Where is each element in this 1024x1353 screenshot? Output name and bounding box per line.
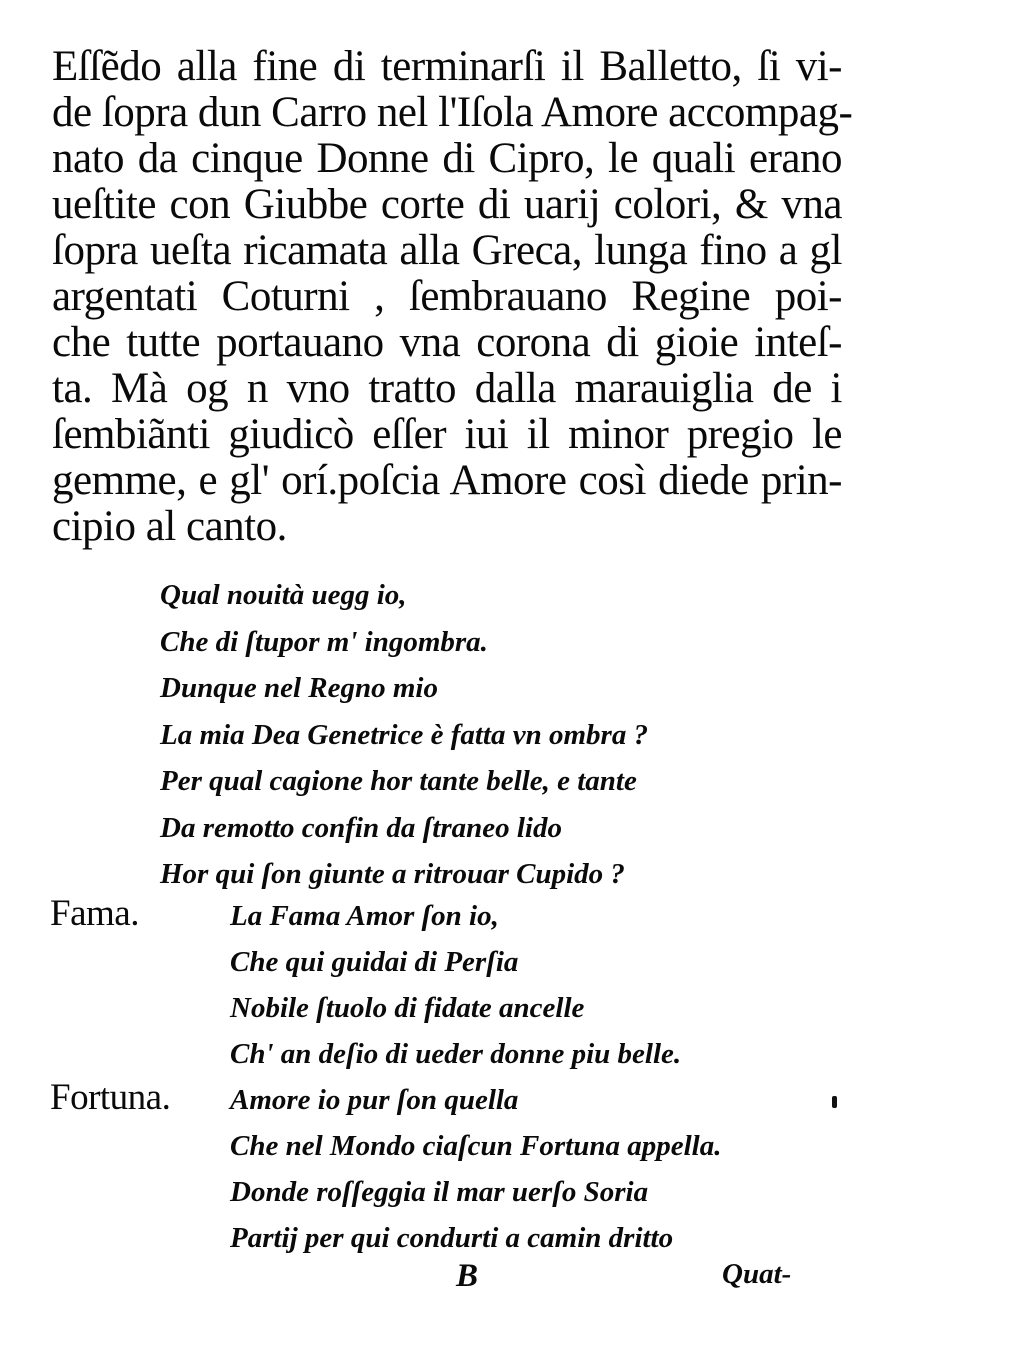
verse-line: Da remotto confin da ſtraneo lido	[160, 811, 562, 844]
fama-speech	[230, 893, 681, 1077]
verse-line: La Fama Amor ſon io,	[230, 900, 499, 932]
verse-line: Che nel Mondo ciaſcun Fortuna appella.	[230, 1130, 722, 1162]
signature-mark: B	[456, 1258, 479, 1294]
verse-line: Nobile ſtuolo di fidate ancelle	[230, 992, 585, 1024]
verse-line: Ch' an deſio di ueder donne piu belle.	[230, 1038, 682, 1070]
verse-line: Che di ſtupor m' ingombra.	[160, 625, 488, 658]
catchword: Quat-	[722, 1258, 792, 1290]
prose-line: Eſſẽdo alla fine di terminarſi il Balletto, ſi vi-	[52, 43, 842, 90]
prose-paragraph	[52, 43, 853, 550]
speaker-fortuna: Fortuna.	[50, 1077, 171, 1118]
prose-line: nato da cinque Donne di Cipro, le quali erano	[52, 135, 842, 182]
prose-line: ſopra ueſta ricamata alla Greca, lunga fino a gl	[52, 227, 842, 274]
verse-line: Che qui guidai di Perſia	[230, 946, 519, 978]
verse-line: Dunque nel Regno mio	[160, 672, 438, 704]
prose-line: argentati Coturni , ſembrauano Regine poi-	[52, 273, 842, 320]
verse-line: La mia Dea Genetrice è fatta vn ombra ?	[160, 718, 649, 751]
prose-line: che tutte portauano vna corona di gioie inteſ-	[52, 319, 842, 366]
verse-line: Hor qui ſon giunte a ritrouar Cupido ?	[160, 858, 625, 890]
prose-line: ta. Mà og n vno tratto dalla marauiglia de i	[52, 365, 842, 412]
fortuna-speech	[230, 1077, 721, 1261]
ink-speck	[832, 1096, 837, 1108]
prose-line: ueſtite con Giubbe corte di uarij colori, & vna	[52, 181, 842, 228]
verse-line: Per qual cagione hor tante belle, e tante	[160, 765, 637, 797]
prose-line: de ſopra dun Carro nel l'Iſola Amore accompag-	[52, 89, 853, 136]
verse-line: Donde roſſeggia il mar uerſo Soria	[230, 1176, 649, 1208]
verse-line: Amore io pur ſon quella	[230, 1084, 519, 1116]
prose-line: cipio al canto.	[52, 503, 287, 550]
speaker-fama: Fama.	[50, 893, 139, 934]
verse-line: Qual nouità uegg io,	[160, 579, 407, 611]
prose-line: gemme, e gl' orí.poſcia Amore così diede prin-	[52, 457, 842, 504]
verse-line: Partij per qui condurti a camin dritto	[230, 1222, 674, 1254]
prose-line: ſembiãnti giudicò eſſer iui il minor pregio le	[52, 411, 842, 458]
amore-verse	[160, 572, 648, 898]
